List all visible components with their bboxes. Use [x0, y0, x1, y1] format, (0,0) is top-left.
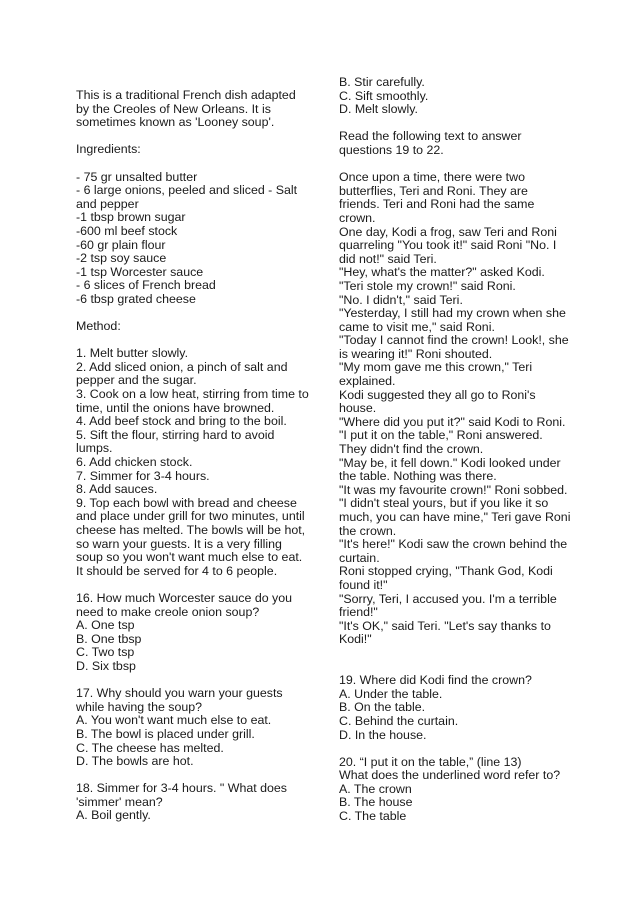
text-line: friends. Teri and Roni had the same [339, 197, 535, 212]
text-line: B. The bowl is placed under grill. [76, 726, 255, 741]
text-line: -1 tsp Worcester sauce [76, 264, 204, 279]
text-line: quarreling "You took it!" said Roni "No. I [339, 238, 557, 253]
text-line: lumps. [76, 441, 113, 456]
text-line: -60 gr plain flour [76, 237, 166, 252]
text-line: B. One tbsp [76, 631, 142, 646]
text-line: They didn't find the crown. [339, 442, 484, 457]
text-line: crown. [339, 210, 376, 225]
text-line: C. Sift smoothly. [339, 88, 429, 103]
text-line: B. The house [339, 795, 413, 810]
text-line: A. One tsp [76, 618, 135, 633]
text-line: found it!" [339, 577, 388, 592]
text-line: 18. Simmer for 3-4 hours. " What does [76, 781, 287, 796]
text-line: B. Stir carefully. [339, 75, 425, 89]
text-line: "I put it on the table," Roni answered. [339, 428, 543, 443]
text-line: - 6 slices of French bread [76, 278, 216, 293]
text-line: 5. Sift the flour, stirring hard to avoid [76, 427, 275, 442]
text-line: the table. Nothing was there. [339, 469, 497, 484]
text-line: 16. How much Worcester sauce do you [76, 590, 293, 605]
text-line: 3. Cook on a low heat, stirring from time to [76, 387, 309, 402]
text-line: Kodi suggested they all go to Roni's [339, 387, 536, 402]
text-line: while having the soup? [76, 699, 203, 714]
text-line: - 75 gr unsalted butter [76, 169, 198, 184]
text-line: C. The cheese has melted. [76, 740, 224, 755]
text-line: "It's OK," said Teri. "Let's say thanks to [339, 618, 551, 633]
text-line: is wearing it!" Roni shouted. [339, 346, 493, 361]
left-column [76, 89, 308, 823]
text-line: and place under grill for two minutes, until [76, 509, 305, 524]
method-heading: Method: [76, 319, 121, 334]
text-line: 'simmer' mean? [76, 794, 163, 809]
text-line: "Where did you put it?" said Kodi to Roni. [339, 414, 566, 429]
text-line: "May be, it fell down." Kodi looked under [339, 455, 561, 470]
text-line: time, until the onions have browned. [76, 400, 275, 415]
text-line: 4. Add beef stock and bring to the boil. [76, 414, 287, 429]
text-line: curtain. [339, 550, 380, 565]
text-line: the crown. [339, 523, 397, 538]
text-line: "It's here!" Kodi saw the crown behind the [339, 537, 568, 552]
text-line: "It was my favourite crown!" Roni sobbed. [339, 482, 568, 497]
text-line: D. The bowls are hot. [76, 754, 194, 769]
text-line: What does the underlined word refer to? [339, 768, 561, 783]
text-line: Once upon a time, there were two [339, 170, 525, 185]
reading-instruction [339, 130, 569, 157]
text-line: much, you can have mine," Teri gave Roni [339, 510, 571, 524]
text-line: A. The crown [339, 781, 412, 796]
method-steps [76, 347, 308, 578]
right-column [339, 76, 569, 824]
text-line: -2 tsp soy sauce [76, 251, 167, 266]
text-line: C. Behind the curtain. [339, 713, 459, 728]
text-line: D. In the house. [339, 727, 427, 742]
text-line: "My mom gave me this crown," Teri [339, 360, 533, 375]
text-line: sometimes known as 'Looney soup'. [76, 115, 275, 130]
text-line: "I didn't steal yours, but if you like it so [339, 496, 549, 511]
ingredients-heading: Ingredients: [76, 142, 141, 157]
text-line: D. Melt slowly. [339, 102, 418, 117]
text-line: "Hey, what's the matter?" asked Kodi. [339, 265, 545, 280]
text-line: friend!" [339, 605, 378, 620]
text-line: 8. Add sauces. [76, 482, 158, 497]
text-line: Read the following text to answer [339, 129, 522, 144]
text-line: cheese has melted. The bowls will be hot, [76, 523, 306, 537]
text-line: Roni stopped crying, "Thank God, Kodi [339, 564, 553, 579]
question-20 [339, 756, 569, 824]
question-19 [339, 674, 569, 742]
text-line: C. Two tsp [76, 645, 135, 660]
text-line: did not!" said Teri. [339, 251, 437, 266]
text-line: A. Under the table. [339, 686, 443, 701]
text-line: soup so you won't want much else to eat. [76, 550, 303, 565]
text-line: 20. “I put it on the table,” (line 13) [339, 754, 522, 769]
question-18 [76, 782, 308, 823]
text-line: 9. Top each bowl with bread and cheese [76, 495, 297, 510]
question-18-options-continued [339, 76, 569, 117]
text-line: butterflies, Teri and Roni. They are [339, 183, 528, 198]
text-line: explained. [339, 374, 396, 389]
text-line: One day, Kodi a frog, saw Teri and Roni [339, 224, 557, 239]
question-17 [76, 687, 308, 769]
text-line: by the Creoles of New Orleans. It is [76, 101, 271, 116]
text-line: 17. Why should you warn your guests [76, 686, 283, 701]
text-line: A. You won't want much else to eat. [76, 713, 272, 728]
text-line: questions 19 to 22. [339, 142, 444, 157]
text-line: It should be served for 4 to 6 people. [76, 563, 278, 578]
text-line: -6 tbsp grated cheese [76, 291, 196, 306]
text-line: B. On the table. [339, 700, 426, 715]
text-line: C. The table [339, 809, 407, 824]
text-line: "Yesterday, I still had my crown when she [339, 306, 566, 321]
text-line: came to visit me," said Roni. [339, 319, 495, 334]
text-line: -1 tbsp brown sugar [76, 210, 186, 225]
text-line: so warn your guests. It is a very filling [76, 536, 282, 551]
question-16 [76, 592, 308, 674]
text-line: 1. Melt butter slowly. [76, 346, 189, 361]
text-line: D. Six tbsp [76, 658, 136, 673]
text-line: "Sorry, Teri, I accused you. I'm a terrible [339, 591, 557, 606]
text-line: need to make creole onion soup? [76, 604, 260, 619]
text-line: - 6 large onions, peeled and sliced - Salt [76, 183, 298, 198]
text-line: 6. Add chicken stock. [76, 455, 193, 470]
recipe-intro [76, 89, 308, 130]
text-line: pepper and the sugar. [76, 373, 197, 388]
text-line: 2. Add sliced onion, a pinch of salt and [76, 359, 288, 374]
text-line: "Today I cannot find the crown! Look!, she [339, 333, 569, 348]
text-line: 19. Where did Kodi find the crown? [339, 673, 532, 688]
text-line: 7. Simmer for 3-4 hours. [76, 468, 210, 483]
text-line: and pepper [76, 196, 139, 211]
text-line: Kodi!" [339, 632, 372, 647]
ingredients-list [76, 171, 308, 307]
text-line: house. [339, 401, 377, 416]
text-line: "No. I didn't," said Teri. [339, 292, 463, 307]
text-line: -600 ml beef stock [76, 223, 178, 238]
text-line: This is a traditional French dish adapted [76, 88, 296, 102]
text-line: "Teri stole my crown!" said Roni. [339, 278, 516, 293]
story-text [339, 171, 569, 647]
text-line: A. Boil gently. [76, 808, 151, 823]
